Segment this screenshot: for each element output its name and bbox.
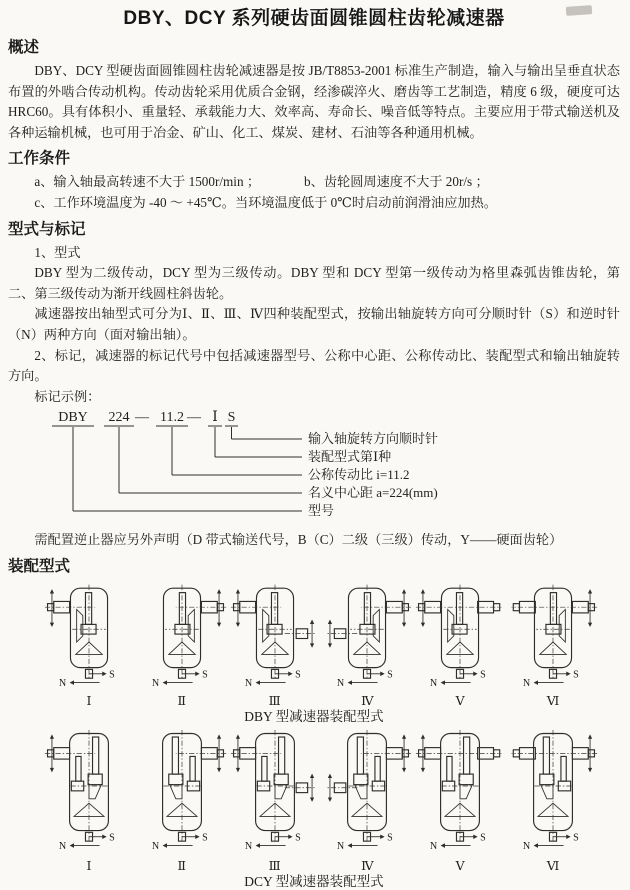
gearbox-figure-dby-Ⅲ	[230, 582, 320, 695]
gearbox-figure-dcy-Ⅰ	[44, 727, 134, 860]
section-overview-heading: 概述	[8, 39, 40, 56]
type-paragraph-3: 减速器按出轴型式可分为Ⅰ、Ⅱ、Ⅲ、Ⅳ四种装配型式，按输出轴旋转方向可分顺时针（S）和逆时针（N）两种方向（面对输出轴）。	[8, 306, 620, 342]
s-direction-label: S	[201, 668, 208, 680]
s-direction-label: S	[387, 831, 394, 843]
gearbox-diagram	[230, 582, 320, 708]
gearbox-figure-dcy-Ⅲ	[230, 727, 320, 860]
form-label: Ⅱ	[177, 693, 187, 708]
s-direction-label: S	[573, 831, 579, 843]
marking-code-part: S	[227, 410, 236, 426]
type-paragraph-4: 2、标记，减速器的标记代号中包括减速器型号、公称中心距、公称传动比、装配型式和输出轴旋转方向。	[8, 347, 620, 384]
form-label: Ⅴ	[455, 693, 465, 708]
gearbox-figure-dcy-Ⅱ	[137, 727, 227, 860]
marking-callout-label: 输入轴旋转方向顺时针	[308, 431, 439, 447]
assembly-row-dby	[8, 580, 620, 708]
form-label: Ⅳ	[361, 693, 374, 708]
s-direction-label: S	[201, 831, 208, 843]
n-direction-label: N	[58, 677, 67, 689]
overview-paragraph: DBY、DCY 型硬齿面圆锥圆柱齿轮减速器是按 JB/T8853-2001 标准生产制造，输入与输出呈垂直状态布置的外啮合传动机构。传动齿轮采用优质合金钢，经渗碳淬火、磨齿等工艺制造，精度 6 级，硬度可达 HRC60。具有体积小、重量轻、承载能力大、效率高、寿命长、噪音低等特点。主要应用于带式输送机及各种运输机械，也可用于冶金、矿山、化工、煤炭、建材、石油等各种通用机械。	[8, 63, 620, 140]
n-direction-label: N	[522, 677, 531, 689]
gearbox-diagram	[230, 727, 320, 873]
assembly-caption-dby: DBY 型减速器装配型式	[244, 708, 384, 724]
n-direction-label: N	[337, 677, 345, 689]
gearbox-diagram	[44, 727, 134, 873]
s-direction-label: S	[109, 831, 115, 843]
marking-code-part: Ⅰ	[212, 410, 218, 426]
s-direction-label: S	[109, 668, 115, 680]
type-paragraph-5: 标记示例：	[34, 388, 101, 404]
form-label: Ⅰ	[86, 858, 92, 873]
marking-code-part: 224	[108, 410, 130, 426]
s-direction-label: S	[387, 668, 394, 680]
marking-code-part: —	[135, 410, 149, 426]
gearbox-figure-dcy-Ⅴ	[415, 727, 505, 860]
form-label: Ⅴ	[455, 858, 465, 873]
marking-callout-label: 名义中心距 a=224(mm)	[308, 485, 438, 501]
n-direction-label: N	[58, 840, 67, 852]
form-label: Ⅵ	[546, 693, 560, 708]
marking-callout-label: 型号	[308, 503, 335, 519]
gearbox-diagram	[322, 727, 412, 873]
gearbox-figure-dcy-Ⅵ	[508, 727, 598, 860]
assembly-caption-dcy: DCY 型减速器装配型式	[244, 873, 384, 889]
gearbox-diagram	[322, 582, 412, 708]
form-label: Ⅳ	[361, 858, 374, 873]
marking-code-part: 11.2	[160, 410, 184, 426]
gearbox-figure-dby-Ⅵ	[508, 582, 598, 695]
condition-item-b: b、齿轮圆周速度不大于 20r/s ；	[304, 174, 489, 190]
gearbox-figure-dby-Ⅰ	[44, 582, 134, 695]
marking-example-figure	[22, 409, 620, 528]
form-label: Ⅵ	[546, 858, 560, 873]
gearbox-diagram	[137, 727, 227, 873]
working-conditions-list	[8, 172, 620, 213]
section-working-conditions-heading: 工作条件	[8, 150, 71, 168]
gearbox-diagram	[137, 582, 227, 708]
form-label: Ⅰ	[86, 693, 92, 708]
marking-code-part: DBY	[58, 410, 88, 426]
s-direction-label: S	[294, 831, 301, 843]
form-label: Ⅱ	[177, 858, 187, 873]
gearbox-figure-dby-Ⅳ	[322, 582, 412, 695]
s-direction-label: S	[573, 668, 579, 680]
gearbox-figure-dcy-Ⅳ	[322, 727, 412, 860]
form-label: Ⅲ	[268, 858, 281, 873]
type-paragraph-1: 1、型式	[34, 244, 81, 260]
gearbox-diagram	[508, 727, 598, 873]
assembly-row-dcy	[8, 725, 620, 873]
marking-code-part: —	[187, 410, 201, 426]
n-direction-label: N	[430, 677, 438, 689]
s-direction-label: S	[480, 831, 486, 843]
type-paragraph-2: DBY 型为二级传动，DCY 型为三级传动。DBY 型和 DCY 型第一级传动为格里森弧齿锥齿轮，第二、第三级传动为渐开线圆柱斜齿轮。	[8, 265, 620, 301]
n-direction-label: N	[151, 677, 159, 689]
page-title: DBY、DCY 系列硬齿面圆锥圆柱齿轮减速器	[123, 8, 505, 29]
gearbox-diagram	[415, 582, 505, 708]
gearbox-diagram	[415, 727, 505, 873]
gearbox-diagram	[44, 582, 134, 708]
gearbox-diagram	[508, 582, 598, 708]
n-direction-label: N	[244, 840, 252, 852]
reverse-stop-note: 需配置逆止器应另外声明（D 带式输送代号，B（C）二级（三级）传动，Y——硬面齿轮）	[34, 531, 563, 547]
form-label: Ⅲ	[268, 693, 281, 708]
assembly-figures	[8, 580, 620, 890]
s-direction-label: S	[480, 668, 486, 680]
marking-callout-label: 公称传动比 i=11.2	[308, 467, 410, 483]
section-type-marking-heading: 型式与标记	[8, 220, 86, 238]
scan-artifact	[566, 5, 593, 16]
marking-example-diagram	[22, 409, 630, 521]
n-direction-label: N	[430, 840, 438, 852]
n-direction-label: N	[244, 677, 252, 689]
marking-callout-label: 装配型式第Ⅰ种	[308, 449, 392, 465]
gearbox-figure-dby-Ⅱ	[137, 582, 227, 695]
n-direction-label: N	[522, 840, 531, 852]
gearbox-figure-dby-Ⅴ	[415, 582, 505, 695]
n-direction-label: N	[151, 840, 159, 852]
condition-item-c: c、工作环境温度为 -40 ～ +45℃。当环境温度低于 0℃时启动前润滑油应加热。	[34, 194, 497, 210]
condition-item-a: a、输入轴最高转速不大于 1500r/min ；	[34, 174, 261, 190]
n-direction-label: N	[337, 840, 345, 852]
section-assembly-heading: 装配型式	[8, 557, 71, 575]
s-direction-label: S	[294, 668, 301, 680]
